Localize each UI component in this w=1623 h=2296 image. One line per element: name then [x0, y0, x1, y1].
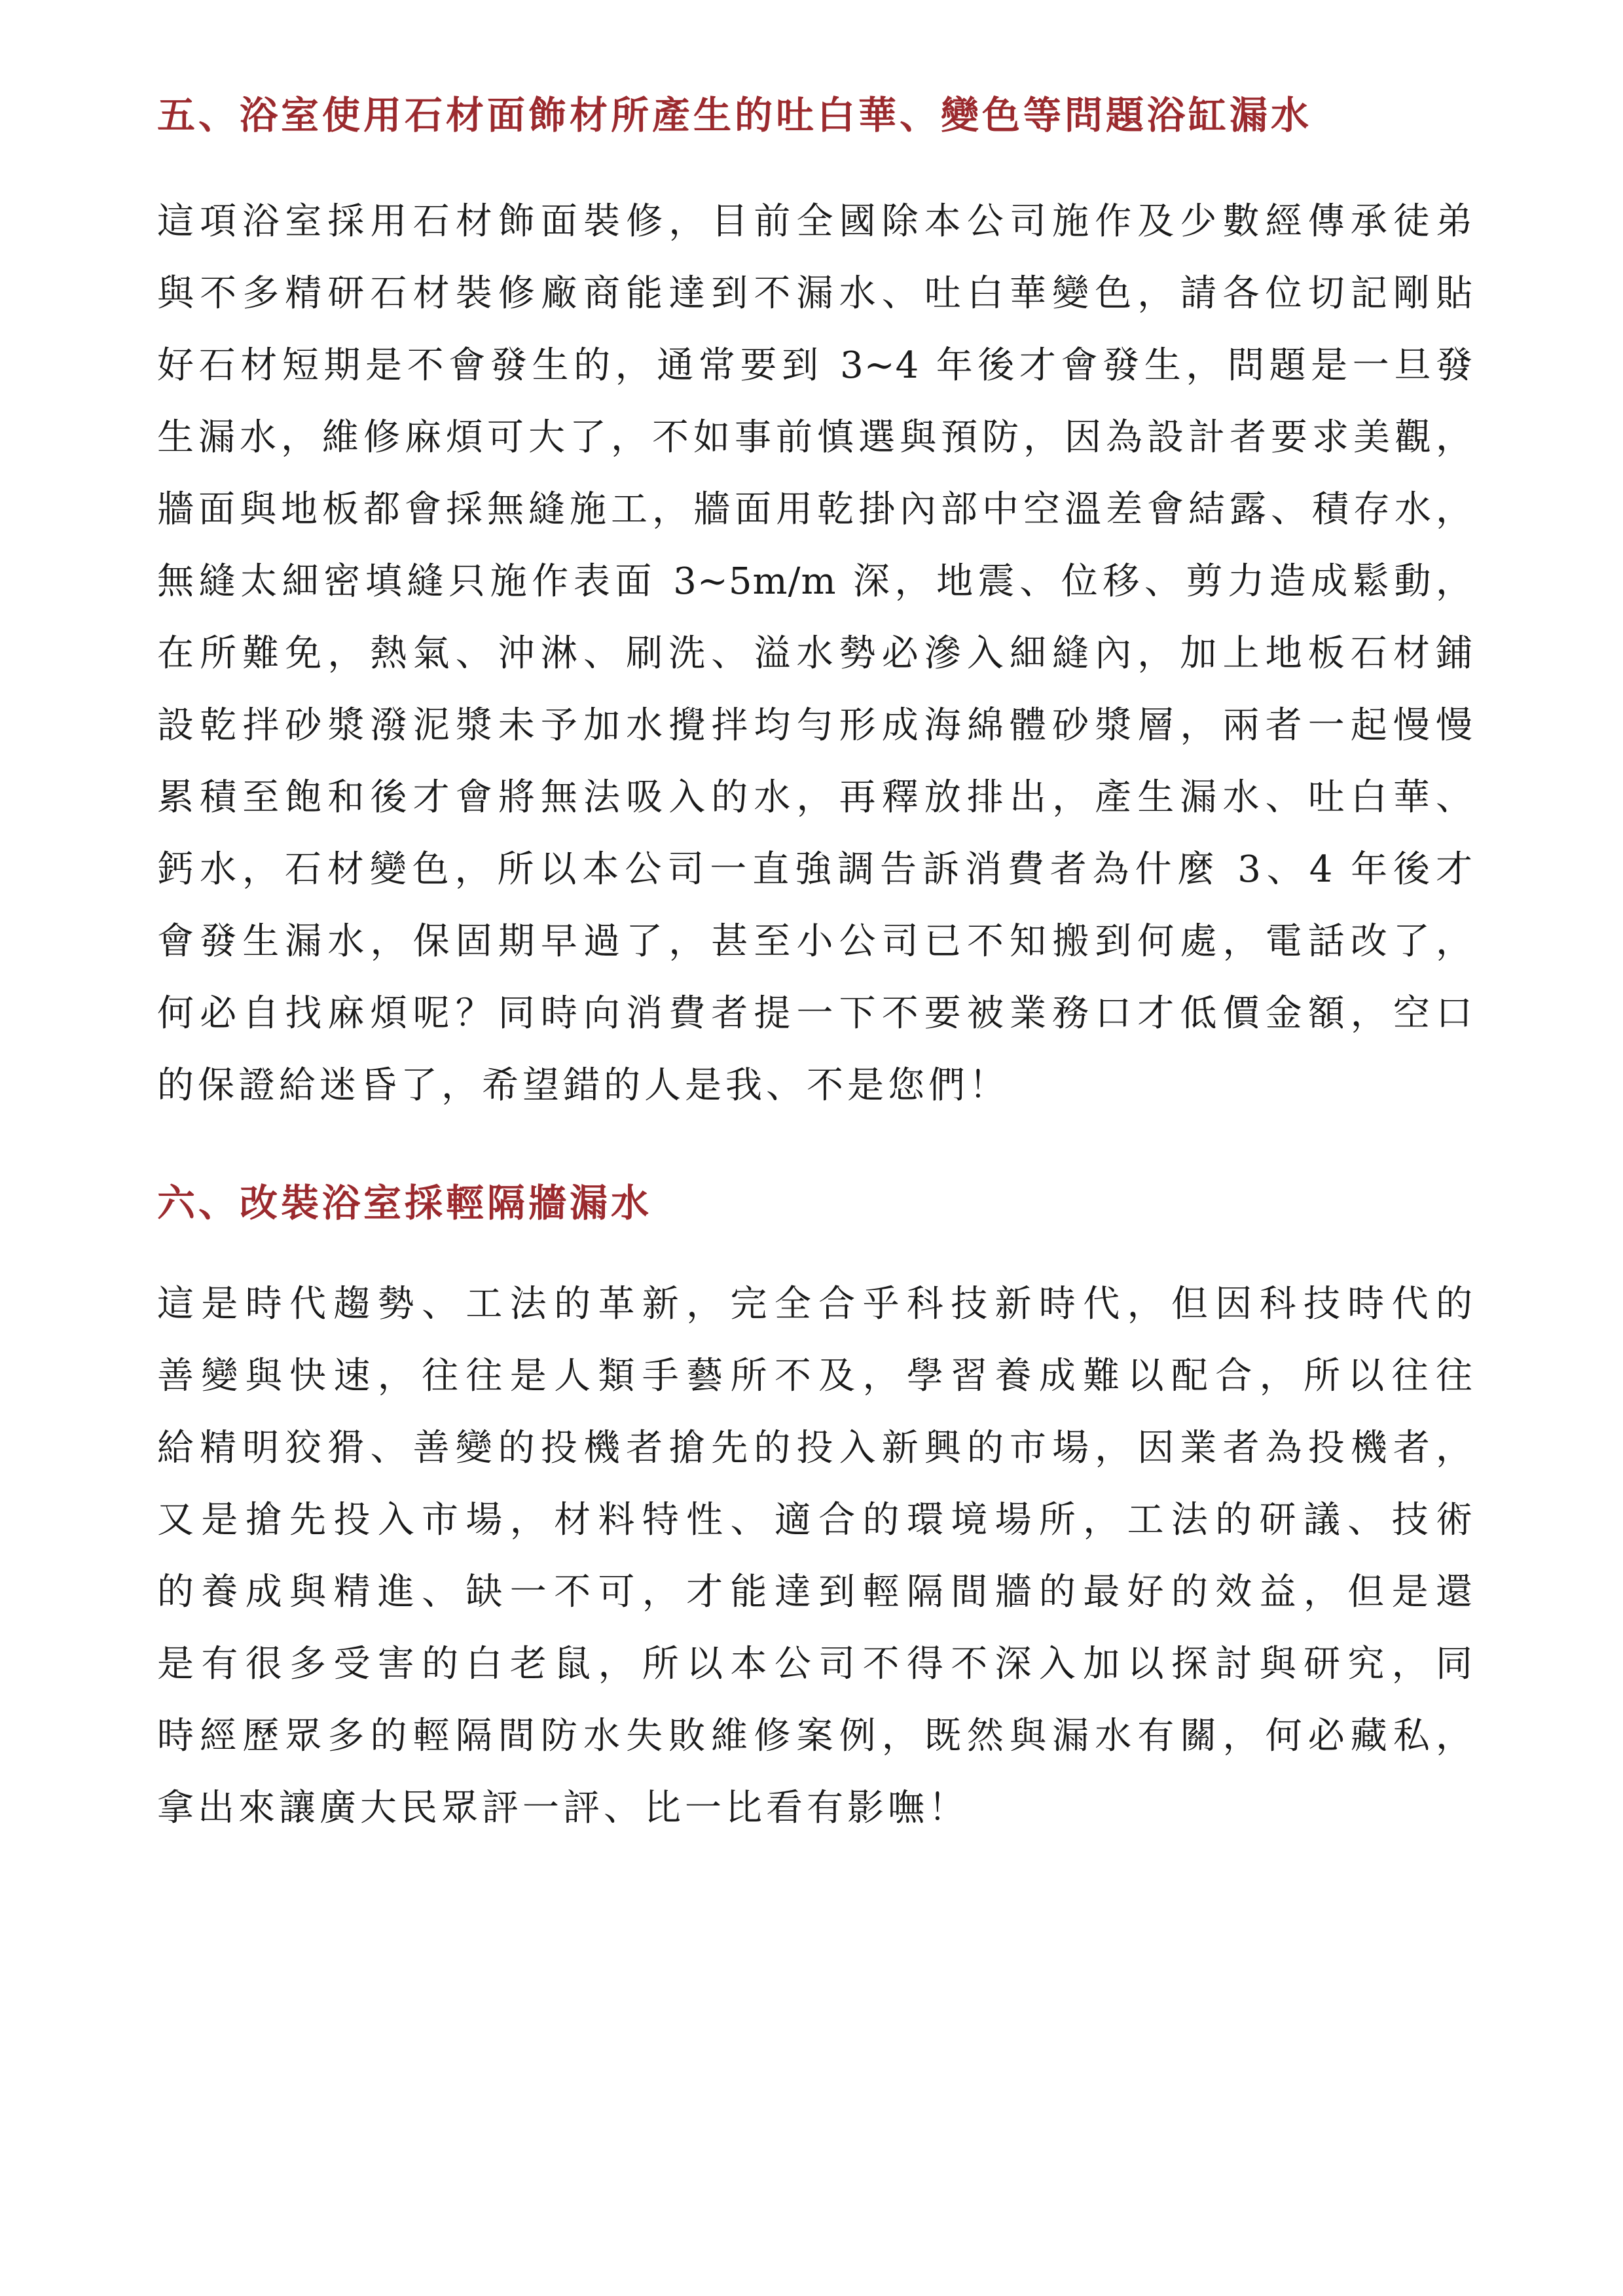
text-line: 累積至飽和後才會將無法吸入的水，再釋放排出，產生漏水、吐白華、	[157, 776, 1473, 819]
text-line: 設乾拌砂漿潑泥漿未予加水攪拌均勻形成海綿體砂漿層，兩者一起慢慢	[157, 704, 1473, 747]
section-heading: 五、浴室使用石材面飾材所產生的吐白華、變色等問題浴缸漏水	[157, 93, 1313, 137]
section-body	[157, 186, 1473, 1122]
text-line: 在所難免，熱氣、沖淋、刷洗、溢水勢必滲入細縫內，加上地板石材鋪	[157, 632, 1473, 675]
text-line: 鈣水，石材變色，所以本公司一直強調告訴消費者為什麼 3、4 年後才	[157, 848, 1474, 891]
text-line: 善變與快速，往往是人類手藝所不及，學習養成難以配合，所以往往	[157, 1355, 1473, 1397]
text-line: 時經歷眾多的輕隔間防水失敗維修案例，既然與漏水有關，何必藏私，	[157, 1715, 1473, 1757]
text-line: 何必自找麻煩呢？同時向消費者提一下不要被業務口才低價金額，空口	[157, 992, 1473, 1035]
text-line: 這項浴室採用石材飾面裝修，目前全國除本公司施作及少數經傳承徒弟	[157, 200, 1473, 243]
section-body	[157, 1268, 1473, 1844]
section-bathroom-stone	[157, 77, 1473, 1122]
text-line: 生漏水，維修麻煩可大了，不如事前慎選與預防，因為設計者要求美觀，	[157, 416, 1473, 459]
text-line: 無縫太細密填縫只施作表面 3~5m/m 深，地震、位移、剪力造成鬆動，	[157, 560, 1473, 603]
text-line: 牆面與地板都會採無縫施工，牆面用乾掛內部中空溫差會結露、積存水，	[157, 488, 1473, 531]
section-heading: 六、改裝浴室採輕隔牆漏水	[157, 1181, 653, 1225]
text-line: 這是時代趨勢、工法的革新，完全合乎科技新時代，但因科技時代的	[157, 1283, 1473, 1325]
text-line: 又是搶先投入市場，材料特性、適合的環境場所，工法的研議、技術	[157, 1499, 1473, 1541]
text-line: 是有很多受害的白老鼠，所以本公司不得不深入加以探討與研究，同	[157, 1643, 1473, 1685]
text-line: 的養成與精進、缺一不可，才能達到輕隔間牆的最好的效益，但是還	[157, 1571, 1473, 1613]
text-line: 好石材短期是不會發生的，通常要到 3~4 年後才會發生，問題是一旦發	[157, 344, 1473, 387]
text-line: 的保證給迷昏了，希望錯的人是我、不是您們！	[157, 1064, 1010, 1107]
text-line: 拿出來讓廣大民眾評一評、比一比看有影嘸！	[157, 1787, 969, 1829]
text-line: 給精明狡猾、善變的投機者搶先的投入新興的市場，因業者為投機者，	[157, 1427, 1473, 1469]
text-line: 會發生漏水，保固期早過了，甚至小公司已不知搬到何處，電話改了，	[157, 920, 1473, 963]
section-light-partition	[157, 1165, 1473, 1844]
text-line: 與不多精研石材裝修廠商能達到不漏水、吐白華變色，請各位切記剛貼	[157, 272, 1473, 315]
